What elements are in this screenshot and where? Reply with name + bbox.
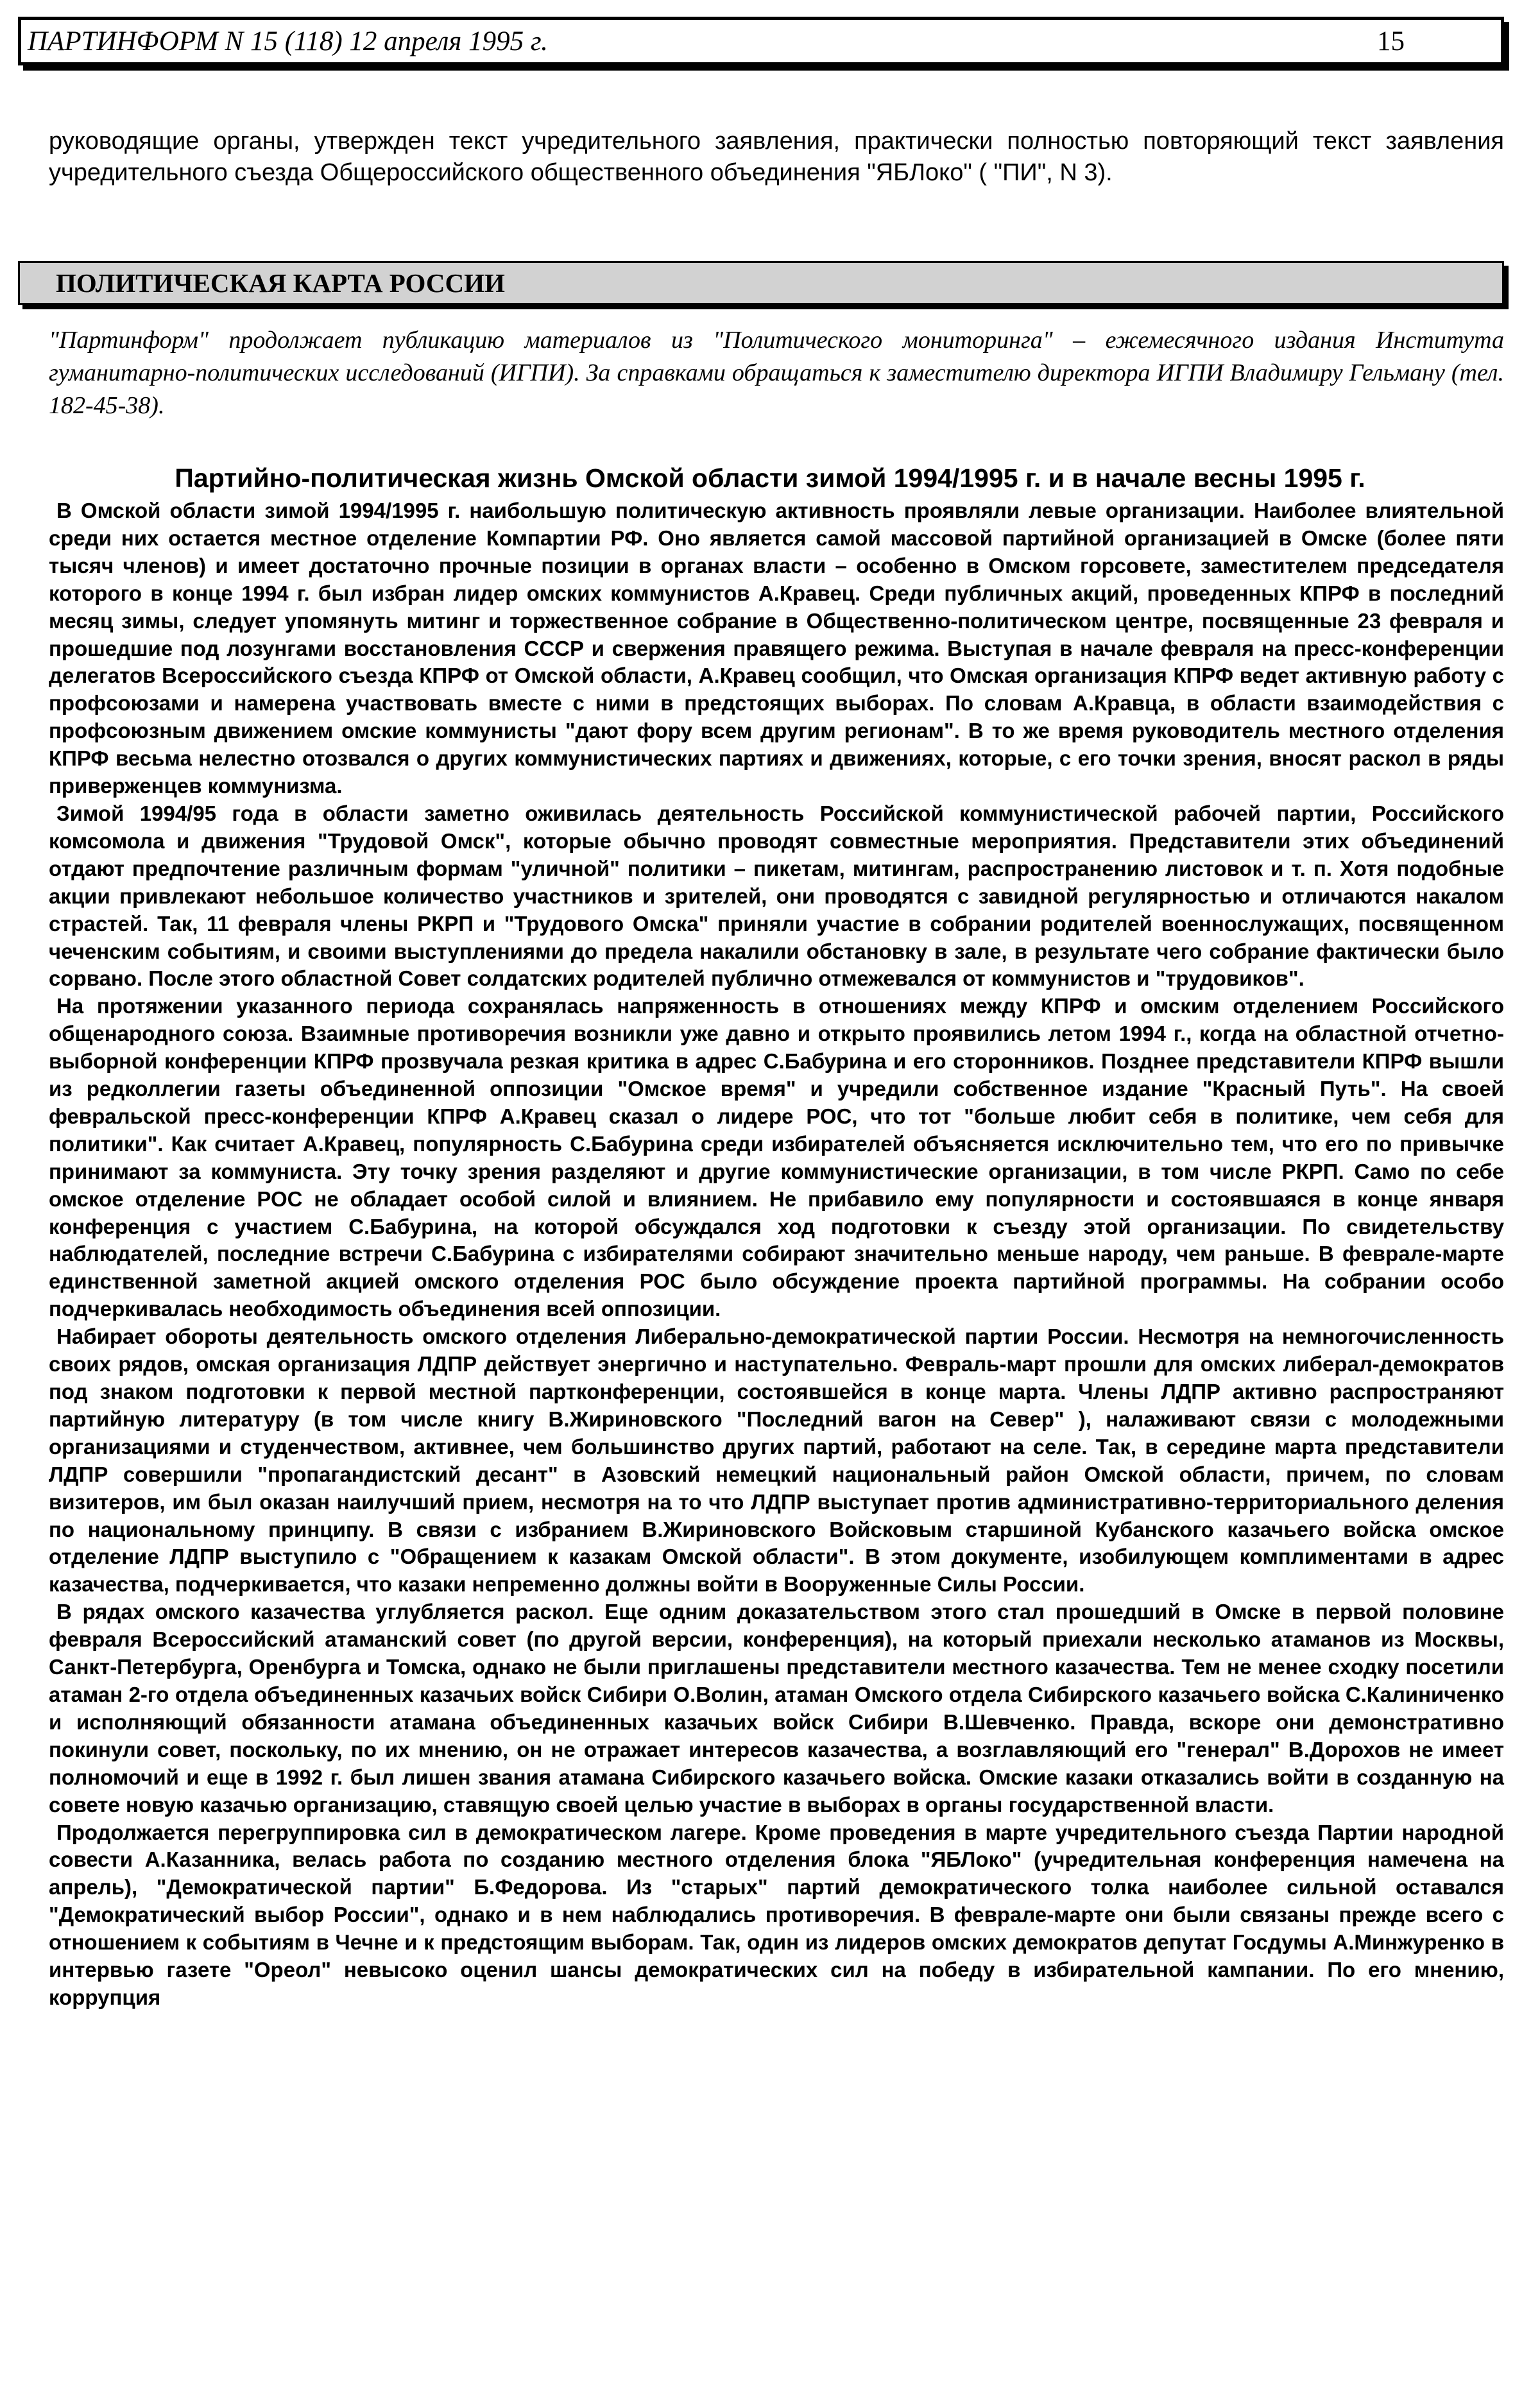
section-heading-label: ПОЛИТИЧЕСКАЯ КАРТА РОССИИ — [56, 268, 505, 298]
page-header — [18, 17, 1504, 65]
article-title: Партийно-политическая жизнь Омской области зимой 1994/1995 г. и в начале весны 1995 г. — [175, 463, 1365, 493]
article-paragraph: Зимой 1994/95 года в области заметно оживилась деятельность Российской коммунистической рабочей партии, Российского комсомола и движения "Трудовой Омск", которые обычно проводят совместные мероприятия. Представители этих объединений отдают предпочтение различным формам "уличной" политики – пикетам, митингам, распространению листовок и т. п. Хотя подобные акции привлекают небольшое количество участников и зрителей, они проводятся с завидной регулярностью и отличаются накалом страстей. Так, 11 февраля члены РКРП и "Трудового Омска" приняли участие в собрании родителей военнослужащих, посвященном чеченским событиям, и своими выступлениями до предела накалили обстановку в зале, в результате чего собрание фактически было сорвано. После этого областной Совет солдатских родителей публично отмежевался от коммунистов и "трудовиков". — [49, 801, 1504, 991]
article-paragraph: В Омской области зимой 1994/1995 г. наибольшую политическую активность проявляли левые организации. Наиболее влиятельной среди них остается местное отделение Компартии РФ. Оно является самой массовой партийной организацией в Омске (более пяти тысяч членов) и имеет достаточно прочные позиции в органах власти – особенно в Омском горсовете, заместителем председателя которого в конце 1994 г. был избран лидер омских коммунистов А.Кравец. Среди публичных акций, проведенных КПРФ в последний месяц зимы, следует упомянуть митинг и торжественное собрание в Общественно-политическом центре, посвященные 23 февраля и прошедшие под лозунгами восстановления СССР и свержения правящего режима. Выступая в начале февраля на пресс-конференции делегатов Всероссийского съезда КПРФ от Омской области, А.Кравец сообщил, что Омская организация КПРФ ведет активную работу с профсоюзами и намерена участвовать вместе с ними в предстоящих выборах. По словам А.Кравца, в области взаимодействия с профсоюзным движением омские коммунисты "дают фору всем другим регионам". В то же время руководитель местного отделения КПРФ весьма нелестно отозвался о других коммунистических партиях и движениях, которые, с его точки зрения, вносят раскол в ряды приверженцев коммунизма. — [49, 499, 1504, 798]
article-body — [49, 497, 1504, 2012]
section-heading — [18, 261, 1504, 305]
editorial-notice: "Партинформ" продолжает публикацию материалов из "Политического мониторинга" – ежемесячного издания Института гуманитарно-политических исследований (ИГПИ). За справками обращаться к заместителю директора ИГПИ Владимиру Гельману (тел. 182-45-38). — [49, 327, 1504, 419]
publication-title: ПАРТИНФОРМ N 15 (118) 12 апреля 1995 г. — [28, 26, 548, 56]
article-paragraph: Продолжается перегруппировка сил в демократическом лагере. Кроме проведения в марте учредительного съезда Партии народной совести А.Казанника, велась работа по созданию местного отделения блока "ЯБЛоко" (учредительная конференция намечена на апрель), "Демократической партии" Б.Федорова. Из "старых" партий демократического толка наиболее сильной оставался "Демократический выбор России", однако и в нем наблюдались противоречия. В феврале-марте они были связаны прежде всего с отношением к событиям в Чечне и к предстоящим выборам. Так, один из лидеров омских демократов депутат Госдумы А.Минжуренко в интервью газете "Ореол" невысоко оценил шансы демократических сил на победу в избирательной кампании. По его мнению, коррупция — [49, 1820, 1504, 2009]
article-paragraph: В рядах омского казачества углубляется раскол. Еще одним доказательством этого стал прошедший в Омске в первой половине февраля Всероссийский атаманский совет (по другой версии, конференция), на который приехали несколько атаманов из Москвы, Санкт-Петербурга, Оренбурга и Томска, однако не были приглашены представители местного казачества. Тем не менее сходку посетили атаман 2-го отдела объединенных казачьих войск Сибири О.Волин, атаман Омского отдела Сибирского казачьего войска С.Калиниченко и исполняющий обязанности атамана объединенных казачьих войск Сибири В.Шевченко. Правда, вскоре они демонстративно покинули совет, поскольку, по их мнению, он не отражает интересов казачества, а возглавляющий его "генерал" В.Дорохов не имеет полномочий и еще в 1992 г. был лишен звания атамана Сибирского казачьего войска. Омские казаки отказались войти в созданную на совете новую казачью организацию, ставящую своей целью участие в выборах в органы государственной власти. — [49, 1600, 1504, 1817]
article-paragraph: Набирает обороты деятельность омского отделения Либерально-демократической партии России. Несмотря на немногочисленность своих рядов, омская организация ЛДПР действует энергично и наступательно. Февраль-март прошли для омских либерал-демократов под знаком подготовки к первой местной партконференции, состоявшейся в конце марта. Члены ЛДПР активно распространяют партийную литературу (в том числе книгу В.Жириновского "Последний вагон на Север" ), налаживают связи с молодежными организациями и студенчеством, активнее, чем большинство других партий, работают на селе. Так, в середине марта представители ЛДПР совершили "пропагандистский десант" в Азовский немецкий национальный район Омской области, причем, по словам визитеров, им был оказан наилучший прием, несмотря на то что ЛДПР выступает против административно-территориального деления по национальному принципу. В связи с избранием В.Жириновского Войсковым старшиной Кубанского казачьего войска омское отделение ЛДПР выступило с "Обращением к казакам Омской области". В этом документе, изобилующем комплиментами в адрес казачества, подчеркивается, что казаки непременно должны войти в Вооруженные Силы России. — [49, 1324, 1504, 1597]
continued-text: руководящие органы, утвержден текст учредительного заявления, практически полностью повторяющий текст заявления учредительного съезда Общероссийского общественного объединения "ЯБЛоко" ( "ПИ", N 3). — [49, 128, 1504, 186]
page-number: 15 — [1377, 26, 1405, 56]
article-paragraph: На протяжении указанного периода сохранялась напряженность в отношениях между КПРФ и омским отделением Российского общенародного союза. Взаимные противоречия возникли уже давно и открыто проявились летом 1994 г., когда на областной отчетно-выборной конференции КПРФ прозвучала резкая критика в адрес С.Бабурина и его сторонников. Позднее представители КПРФ вышли из редколлегии газеты объединенной оппозиции "Омское время" и учредили собственное издание "Красный Путь". На своей февральской пресс-конференции КПРФ А.Кравец сказал о лидере РОС, что тот "больше любит себя в политике, чем себя для политики". Как считает А.Кравец, популярность С.Бабурина среди избирателей объясняется исключительно тем, что его по привычке принимают за коммуниста. Эту точку зрения разделяют и другие коммунистические организации, в том числе РКРП. Само по себе омское отделение РОС не обладает особой силой и влиянием. Не прибавило ему популярности и состоявшаяся в конце января конференция с участием С.Бабурина, на которой обсуждался ход подготовки к съезду этой организации. По свидетельству наблюдателей, последние встречи С.Бабурина с избирателями собирают значительно меньше народу, чем раньше. В феврале-марте единственной заметной акцией омского отделения РОС было обсуждение проекта партийной программы. На собрании особо подчеркивалась необходимость объединения всей оппозиции. — [49, 994, 1504, 1321]
